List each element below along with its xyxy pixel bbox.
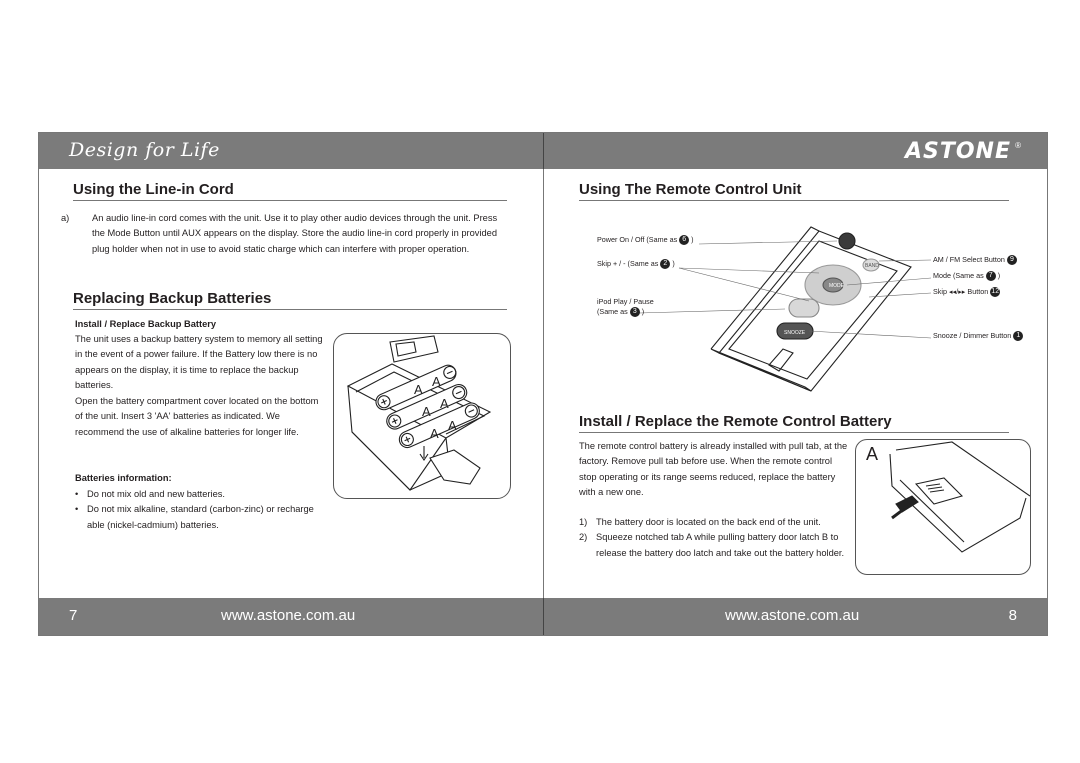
battery-door-figure: [855, 439, 1031, 575]
battery-info-title: Batteries information:: [75, 473, 172, 483]
left-website-link[interactable]: www.astone.com.au: [221, 607, 356, 624]
band-key-text: BAND: [865, 263, 879, 269]
bullet-icon: •: [75, 489, 79, 499]
registered-mark: ®: [1015, 141, 1021, 150]
header-divider: [543, 133, 544, 169]
battery-letter: A: [430, 426, 439, 441]
backup-para-2: Open the battery compartment cover located on the bottom of the unit. Insert 3 'AA' batteries as indicated. We recommend the use of alkaline batteries for longer life.: [75, 396, 319, 437]
ipod-label: iPod Play / Pause (Same as 3 ): [597, 297, 654, 316]
battery-letter: A: [440, 396, 449, 411]
skip-arrows-icon: ◂◂/▸▸: [948, 287, 966, 296]
skip-pm-label: Skip + / - (Same as 2 ): [597, 259, 675, 268]
skip-label: [933, 287, 1000, 297]
battery-letter: A: [432, 374, 441, 389]
page-spread: [38, 132, 1048, 636]
backup-para-1: The unit uses a backup battery system to memory all setting in the event of a power failure. If the Battery low there is no appears on the display, it is time to replace the backup batteries.: [75, 334, 323, 391]
callout-number: 9: [1007, 255, 1017, 265]
battery-letter: A: [414, 382, 423, 397]
power-label-text: Power On / Off (Same as: [597, 235, 678, 244]
battery-step: [579, 515, 851, 530]
header-bar: [39, 133, 1047, 169]
battery-info-item: [75, 502, 325, 533]
battery-door-illustration: [856, 440, 1030, 574]
mode-label: Mode (Same as 7 ): [933, 271, 1001, 280]
backup-title: Replacing Backup Batteries: [73, 290, 507, 310]
callout-number: 3: [630, 307, 640, 317]
remote-title: Using The Remote Control Unit: [579, 181, 1009, 201]
callout-number: 1: [1013, 331, 1023, 341]
callout-number: 7: [986, 271, 996, 281]
battery-info-list: [75, 487, 325, 533]
line-in-title: Using the Line-in Cord: [73, 181, 507, 201]
battery-steps: [579, 515, 851, 561]
battery-letter: A: [448, 418, 457, 433]
battery-info-text: Do not mix alkaline, standard (carbon-zinc) or recharge able (nickel-cadmium) batteries.: [87, 504, 314, 530]
ipod-same-as-text: (Same as: [597, 307, 628, 316]
battery-compartment-illustration: [334, 334, 510, 498]
backup-subtitle: Install / Replace Backup Battery: [75, 319, 217, 329]
skip-button-text: Button: [967, 287, 989, 296]
line-in-item: [61, 211, 511, 257]
figure-label-a: A: [866, 444, 879, 464]
step-text: The battery door is located on the back end of the unit.: [596, 517, 821, 527]
battery-letter: A: [422, 404, 431, 419]
am-fm-label: [933, 255, 1017, 265]
step-text: Squeeze notched tab A while pulling battery door latch B to release the battery doo latch and take out the battery holder.: [596, 532, 845, 558]
footer-bar: [39, 598, 1047, 635]
power-label: Power On / Off (Same as 6 ): [597, 235, 694, 244]
brand-logo: ASTONE: [904, 139, 1011, 164]
battery-info-item: [75, 487, 325, 502]
bullet-icon: •: [75, 504, 79, 515]
snooze-key-text: SNOOZE: [784, 330, 806, 336]
callout-number: 12: [991, 288, 1000, 296]
battery-replace-para: The remote control battery is already installed with pull tab, at the factory. Remove pull tab before use. When the remote control stop operating or its range seems reduced, replace the battery with a new one.: [579, 441, 848, 498]
callout-number: 6: [679, 235, 689, 245]
snooze-label: [933, 331, 1023, 341]
battery-replace-title: Install / Replace the Remote Control Battery: [579, 413, 1009, 433]
line-in-marker: a): [61, 213, 70, 223]
remote-figure: [579, 213, 1019, 393]
footer-divider: [543, 598, 544, 635]
step-number: 1): [579, 517, 588, 527]
skip-pm-label-text: Skip + / - (Same as: [597, 259, 659, 268]
left-page-number: 7: [69, 607, 78, 624]
right-page-number: 8: [1008, 607, 1017, 624]
am-fm-label-text: AM / FM Select Button: [933, 255, 1005, 264]
page-divider: [543, 133, 544, 635]
battery-step: [579, 530, 851, 561]
slogan: Design for Life: [69, 139, 220, 161]
mode-key-text: MODE: [829, 283, 844, 289]
skip-label-text: Skip: [933, 287, 947, 296]
battery-info-text: Do not mix old and new batteries.: [87, 489, 225, 499]
snooze-label-text: Snooze / Dimmer Button: [933, 331, 1012, 340]
line-in-text: An audio line-in cord comes with the unit. Use it to play other audio devices through the unit. Press the Mode Button until AUX appears on the display. Store the audio line-in cord properly in provided plug holder when not in use to avoid static charge which can interfere with proper operation.: [92, 213, 498, 254]
backup-battery-figure: [333, 333, 511, 499]
step-number: 2): [579, 532, 588, 543]
mode-label-text: Mode (Same as: [933, 271, 984, 280]
callout-number: 2: [660, 259, 670, 269]
right-website-link[interactable]: www.astone.com.au: [725, 607, 860, 624]
ipod-label-text: iPod Play / Pause: [597, 297, 654, 306]
